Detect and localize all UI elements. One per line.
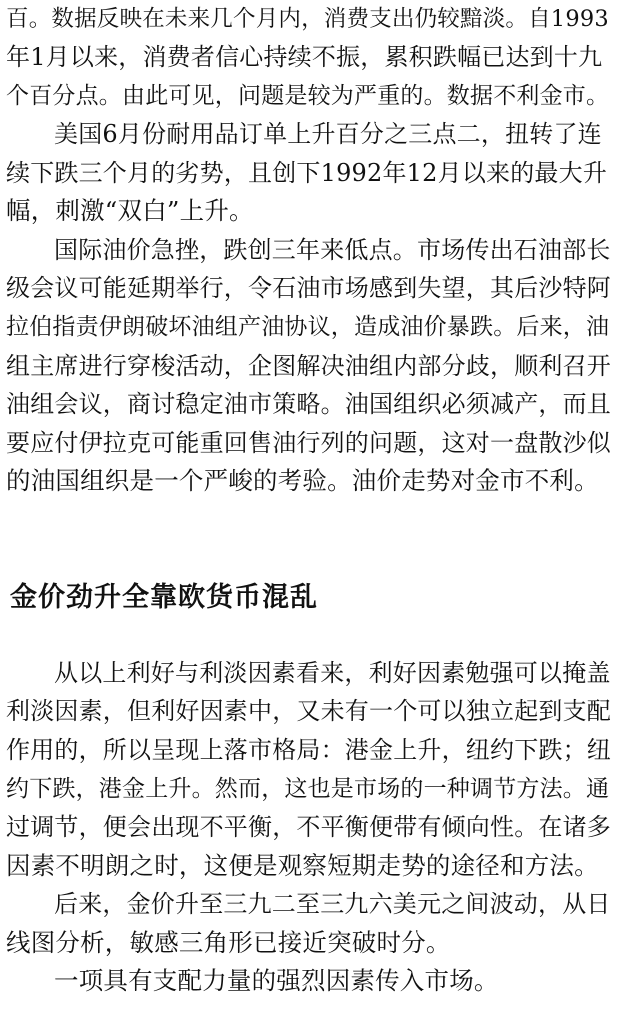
paragraph-1-line-2: 年1月以来，消费者信心持续不振，累积跌幅已达到十九 bbox=[6, 43, 603, 71]
paragraph-3-line-4: 组主席进行穿梭活动，企图解决油组内部分歧，顺利召开 bbox=[6, 352, 611, 380]
paragraph-3-line-1: 国际油价急挫，跌创三年来低点。市场传出石油部长 bbox=[54, 236, 611, 264]
paragraph-6-line-1: 一项具有支配力量的强烈因素传入市场。 bbox=[54, 966, 499, 995]
paragraph-5-line-1: 后来，金价升至三九二至三九六美元之间波动，从日 bbox=[54, 890, 611, 918]
paragraph-1-line-3: 个百分点。由此可见，问题是较为严重的。数据不利金市。 bbox=[6, 83, 610, 109]
section-heading: 金价劲升全靠欧货币混乱 bbox=[10, 582, 318, 613]
paragraph-2-line-1: 美国6月份耐用品订单上升百分之三点二，扭转了连 bbox=[54, 120, 602, 148]
paragraph-5-line-2: 线图分析，敏感三角形已接近突破时分。 bbox=[6, 928, 451, 957]
paragraph-4-line-1: 从以上利好与利淡因素看来，利好因素勉强可以掩盖 bbox=[54, 659, 611, 687]
paragraph-4-line-5: 过调节，便会出现不平衡，不平衡便带有倾向性。在诸多 bbox=[6, 813, 611, 841]
paragraph-4-line-2: 利淡因素，但利好因素中，又未有一个可以独立起到支配 bbox=[6, 697, 611, 725]
paragraph-2-line-3: 幅，刺激“双白”上升。 bbox=[6, 196, 254, 225]
paragraph-4-line-6: 因素不明朗之时，这便是观察短期走势的途径和方法。 bbox=[6, 851, 599, 880]
paragraph-3-line-3: 拉伯指责伊朗破坏油组产油协议，造成油价暴跌。后来，油 bbox=[6, 314, 610, 340]
paragraph-2-line-2: 续下跌三个月的劣势，且创下1992年12月以来的最大升 bbox=[6, 159, 608, 187]
paragraph-4-line-4: 约下跌，港金上升。然而，这也是市场的一种调节方法。通 bbox=[6, 776, 610, 802]
paragraph-4-line-3: 作用的，所以呈现上落市格局：港金上升，纽约下跌；纽 bbox=[6, 736, 611, 764]
paragraph-1-line-1: 百。数据反映在未来几个月内，消费支出仍较黯淡。自1993 bbox=[6, 6, 609, 32]
paragraph-3-line-2: 级会议可能延期举行，令石油市场感到失望，其后沙特阿 bbox=[6, 274, 611, 302]
paragraph-3-line-6: 要应付伊拉克可能重回售油行列的问题，这对一盘散沙似 bbox=[6, 429, 611, 457]
paragraph-3-line-7: 的油国组织是一个严峻的考验。油价走势对金市不利。 bbox=[6, 466, 599, 495]
paragraph-3-line-5: 油组会议，商讨稳定油市策略。油国组织必须减产，而且 bbox=[6, 390, 611, 418]
